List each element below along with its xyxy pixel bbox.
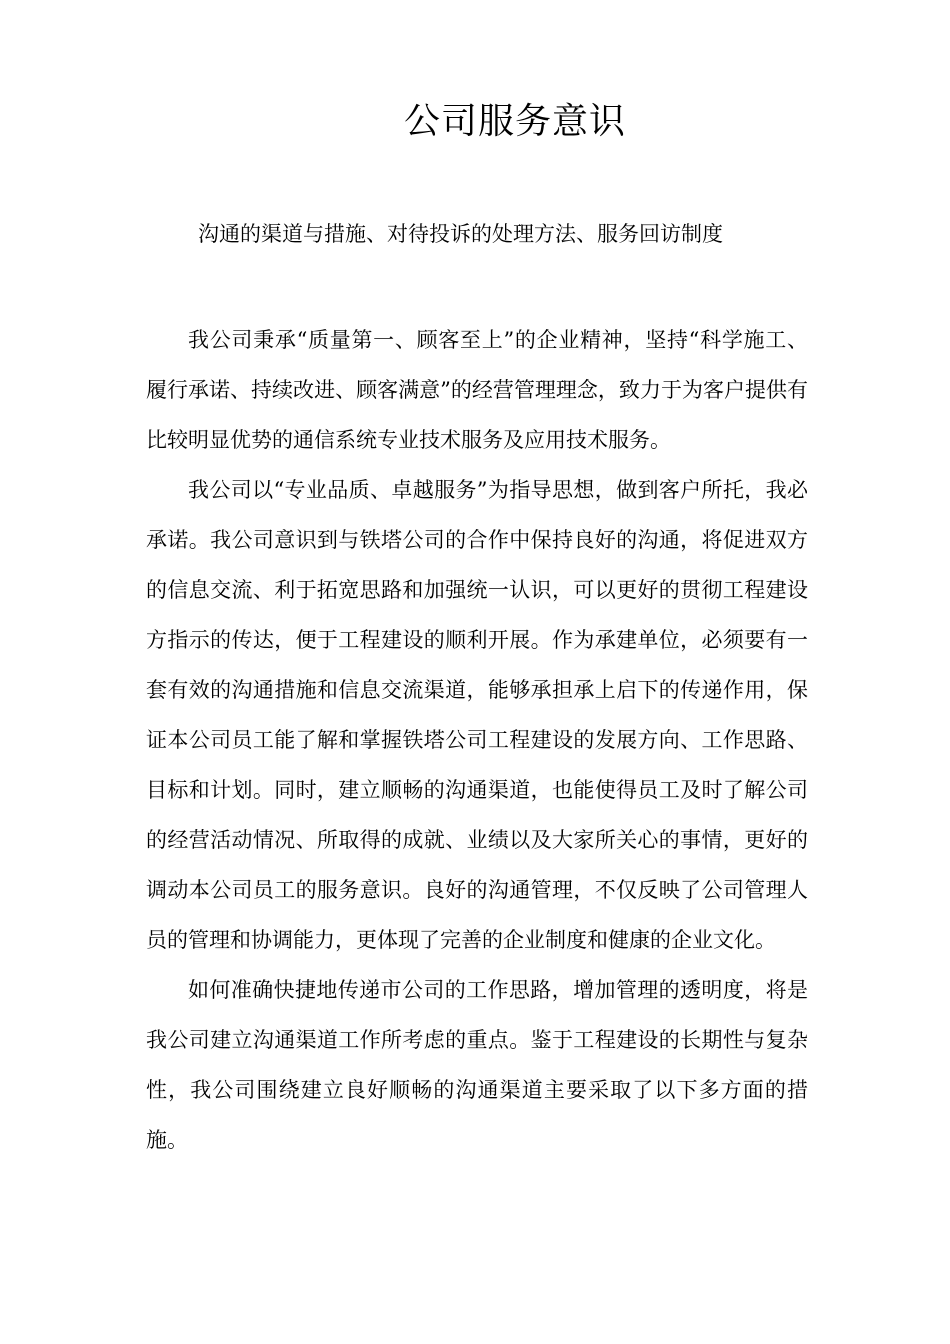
paragraph-3: 如何准确快捷地传递市公司的工作思路，增加管理的透明度，将是我公司建立沟通渠道工作所考虑的重点。鉴于工程建设的长期性与复杂性，我公司围绕建立良好顺畅的沟通渠道主要采取了以下多方面的措施。 [146, 978, 808, 1152]
paragraph-1: 我公司秉承“质量第一、顾客至上”的企业精神，坚持“科学施工、履行承诺、持续改进、顾客满意”的经营管理理念，致力于为客户提供有比较明显优势的通信系统专业技术服务及应用技术服务。 [146, 328, 808, 452]
document-title: 公司服务意识 [403, 101, 626, 142]
paragraph-2: 我公司以“专业品质、卓越服务”为指导思想，做到客户所托，我必承诺。我公司意识到与铁塔公司的合作中保持良好的沟通，将促进双方的信息交流、利于拓宽思路和加强统一认识，可以更好的贯彻工程建设方指示的传达，便于工程建设的顺利开展。作为承建单位，必须要有一套有效的沟通措施和信息交流渠道，能够承担承上启下的传递作用，保证本公司员工能了解和掌握铁塔公司工程建设的发展方向、工作思路、目标和计划。同时，建立顺畅的沟通渠道，也能使得员工及时了解公司的经营活动情况、所取得的成就、业绩以及大家所关心的事情，更好的调动本公司员工的服务意识。良好的沟通管理，不仅反映了公司管理人员的管理和协调能力，更体现了完善的企业制度和健康的企业文化。 [146, 478, 808, 952]
document-body [146, 315, 808, 1165]
document-subtitle: 沟通的渠道与措施、对待投诉的处理方法、服务回访制度 [198, 222, 723, 246]
